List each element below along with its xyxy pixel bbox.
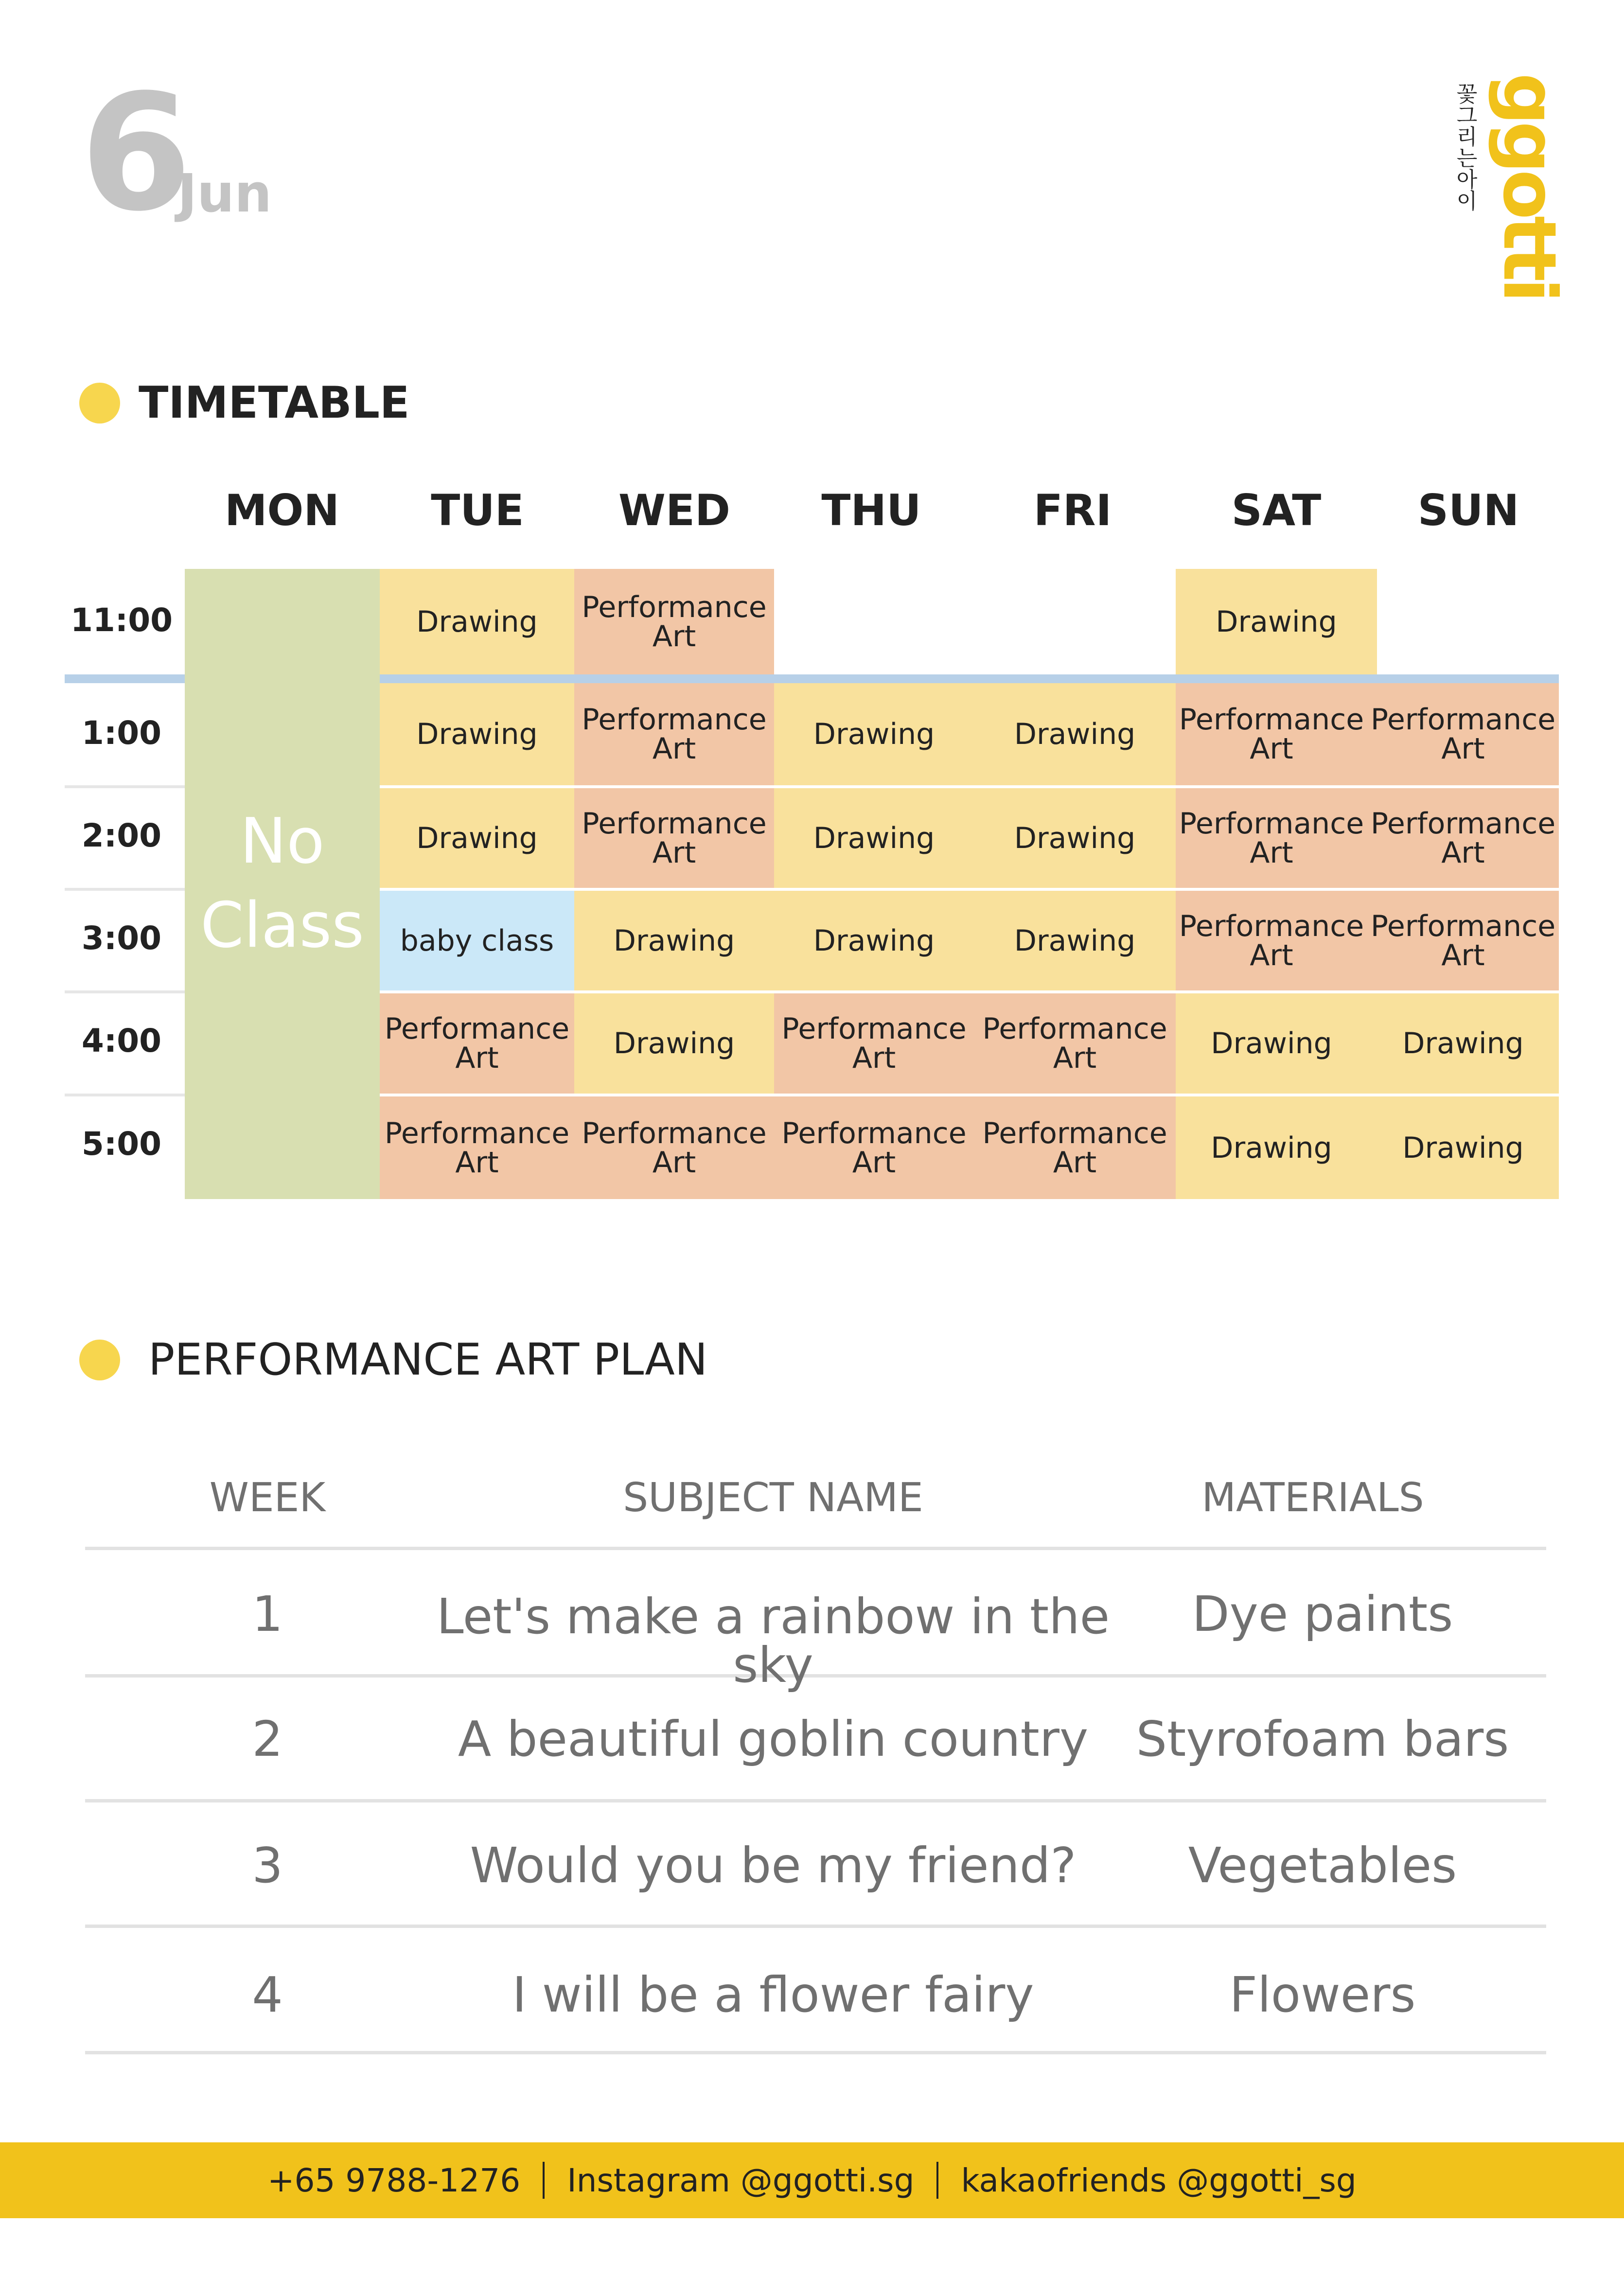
month-name: Jun	[177, 163, 272, 224]
class-cell: Drawing	[380, 683, 574, 785]
class-cell: Performance Art	[574, 569, 774, 674]
class-cell: Drawing	[1367, 993, 1559, 1094]
plan-divider	[85, 1547, 1546, 1550]
logo-wordmark: ggotti	[1487, 73, 1571, 299]
plan-week: 2	[252, 1711, 283, 1767]
time-label: 3:00	[81, 919, 162, 957]
plan-subject: A beautiful goblin country	[458, 1711, 1089, 1767]
plan-header-week: WEEK	[209, 1475, 326, 1521]
row-divider	[65, 888, 185, 891]
plan-subject: Let's make a rainbow in the sky	[436, 1588, 1110, 1694]
class-cell: Drawing	[574, 891, 774, 990]
day-sat: SAT	[1231, 485, 1322, 535]
class-cell: Drawing	[1176, 1096, 1367, 1199]
row-divider	[65, 990, 185, 993]
class-cell: Performance Art	[574, 683, 774, 785]
class-cell: Performance Art	[774, 993, 974, 1094]
time-label: 2:00	[81, 817, 162, 854]
row-divider	[65, 1094, 185, 1096]
class-cell: Performance Art	[574, 788, 774, 888]
no-class-line: No	[240, 805, 325, 878]
class-cell: Performance Art	[380, 993, 574, 1094]
plan-materials: Styrofoam bars	[1136, 1711, 1509, 1767]
timetable-bullet-icon	[79, 383, 120, 424]
footer-bar	[0, 2142, 1624, 2218]
class-cell: Drawing	[1367, 1096, 1559, 1199]
plan-divider	[85, 1925, 1546, 1928]
ggotti-logo	[1452, 73, 1571, 299]
logo-korean: 꽃그리는아이	[1452, 83, 1477, 211]
class-cell: Performance Art	[974, 993, 1176, 1094]
plan-divider	[85, 1799, 1546, 1802]
footer-phone[interactable]: +65 9788-1276	[267, 2161, 521, 2199]
plan-subject: I will be a flower fairy	[512, 1966, 1034, 2023]
class-cell: Drawing	[774, 891, 974, 990]
footer-separator	[543, 2162, 545, 2199]
plan-divider	[85, 2051, 1546, 2054]
time-label: 4:00	[81, 1022, 162, 1060]
class-cell: Drawing	[1176, 993, 1367, 1094]
plan-materials: Dye paints	[1192, 1586, 1453, 1643]
class-cell: Performance Art	[1176, 891, 1367, 990]
footer-instagram[interactable]: Instagram @ggotti.sg	[567, 2161, 915, 2199]
day-wed: WED	[618, 485, 731, 535]
plan-week: 4	[252, 1966, 283, 2023]
timetable-divider	[65, 674, 185, 683]
timetable-divider	[380, 674, 1559, 683]
class-cell: Performance Art	[1367, 891, 1559, 990]
plan-header-subject: SUBJECT NAME	[623, 1475, 923, 1521]
class-cell: Performance Art	[1176, 683, 1367, 785]
plan-materials: Vegetables	[1188, 1837, 1457, 1894]
class-cell: Performance Art	[774, 1096, 974, 1199]
plan-subject: Would you be my friend?	[470, 1837, 1077, 1894]
day-sun: SUN	[1417, 485, 1519, 535]
row-divider	[65, 785, 185, 788]
plan-header-materials: MATERIALS	[1201, 1475, 1424, 1521]
footer-separator	[936, 2162, 938, 2199]
timetable-title: TIMETABLE	[139, 377, 410, 428]
class-cell: Performance Art	[974, 1096, 1176, 1199]
time-label: 5:00	[81, 1125, 162, 1163]
day-mon: MON	[224, 485, 340, 535]
class-cell: baby class	[380, 891, 574, 990]
plan-bullet-icon	[79, 1340, 120, 1380]
class-cell: Drawing	[774, 788, 974, 888]
no-class-line: Class	[200, 889, 364, 962]
class-cell: Performance Art	[574, 1096, 774, 1199]
plan-week: 3	[252, 1837, 283, 1894]
class-cell: Performance Art	[1367, 683, 1559, 785]
class-cell: Performance Art	[1367, 788, 1559, 888]
class-cell: Drawing	[380, 569, 574, 674]
footer-kakao[interactable]: kakaofriends @ggotti_sg	[961, 2161, 1357, 2199]
time-label: 11:00	[70, 601, 173, 639]
class-cell: Drawing	[380, 788, 574, 888]
class-cell: Performance Art	[380, 1096, 574, 1199]
class-cell: Drawing	[574, 993, 774, 1094]
class-cell: Drawing	[974, 891, 1176, 990]
plan-title: PERFORMANCE ART PLAN	[148, 1334, 708, 1385]
day-tue: TUE	[431, 485, 524, 535]
class-cell: Drawing	[974, 788, 1176, 888]
no-class-cell	[185, 569, 380, 1199]
day-fri: FRI	[1033, 485, 1112, 535]
class-cell: Drawing	[1176, 569, 1377, 674]
class-cell: Drawing	[774, 683, 974, 785]
class-cell: Performance Art	[1176, 788, 1367, 888]
class-cell: Drawing	[974, 683, 1176, 785]
day-thu: THU	[821, 485, 921, 535]
month-number: 6	[80, 60, 192, 247]
plan-week: 1	[252, 1586, 283, 1643]
time-label: 1:00	[81, 714, 162, 752]
plan-materials: Flowers	[1229, 1966, 1416, 2023]
